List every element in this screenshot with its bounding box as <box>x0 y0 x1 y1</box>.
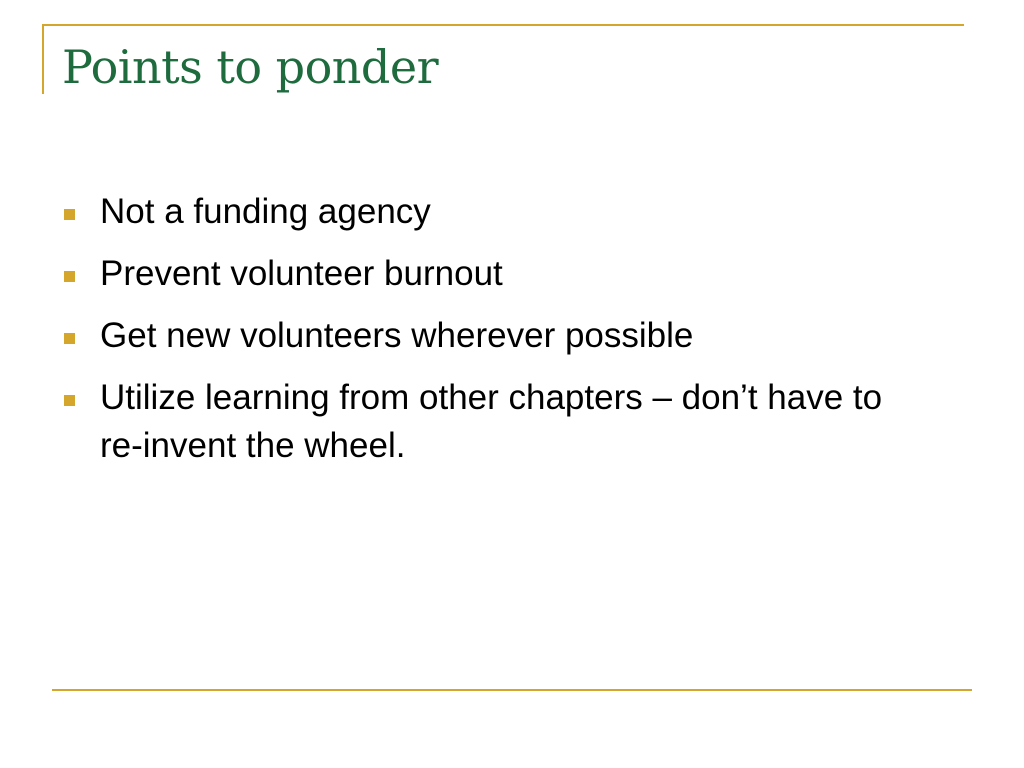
square-bullet-icon <box>64 271 75 282</box>
square-bullet-icon <box>64 333 75 344</box>
bullet-item <box>64 250 924 298</box>
bullet-text: Utilize learning from other chapters – don’t have to re-invent the wheel. <box>100 378 883 465</box>
bullet-text: Prevent volunteer burnout <box>100 254 503 293</box>
top-accent-rule <box>42 24 964 26</box>
bullet-text: Not a funding agency <box>100 192 431 231</box>
slide-title: Points to ponder <box>62 40 439 94</box>
square-bullet-icon <box>64 209 75 220</box>
bullet-list <box>64 188 924 484</box>
bullet-item <box>64 188 924 236</box>
bottom-accent-rule <box>52 689 972 691</box>
bullet-item <box>64 312 924 360</box>
bullet-item <box>64 374 924 470</box>
bullet-text: Get new volunteers wherever possible <box>100 316 694 355</box>
square-bullet-icon <box>64 395 75 406</box>
left-accent-rule <box>42 24 44 94</box>
